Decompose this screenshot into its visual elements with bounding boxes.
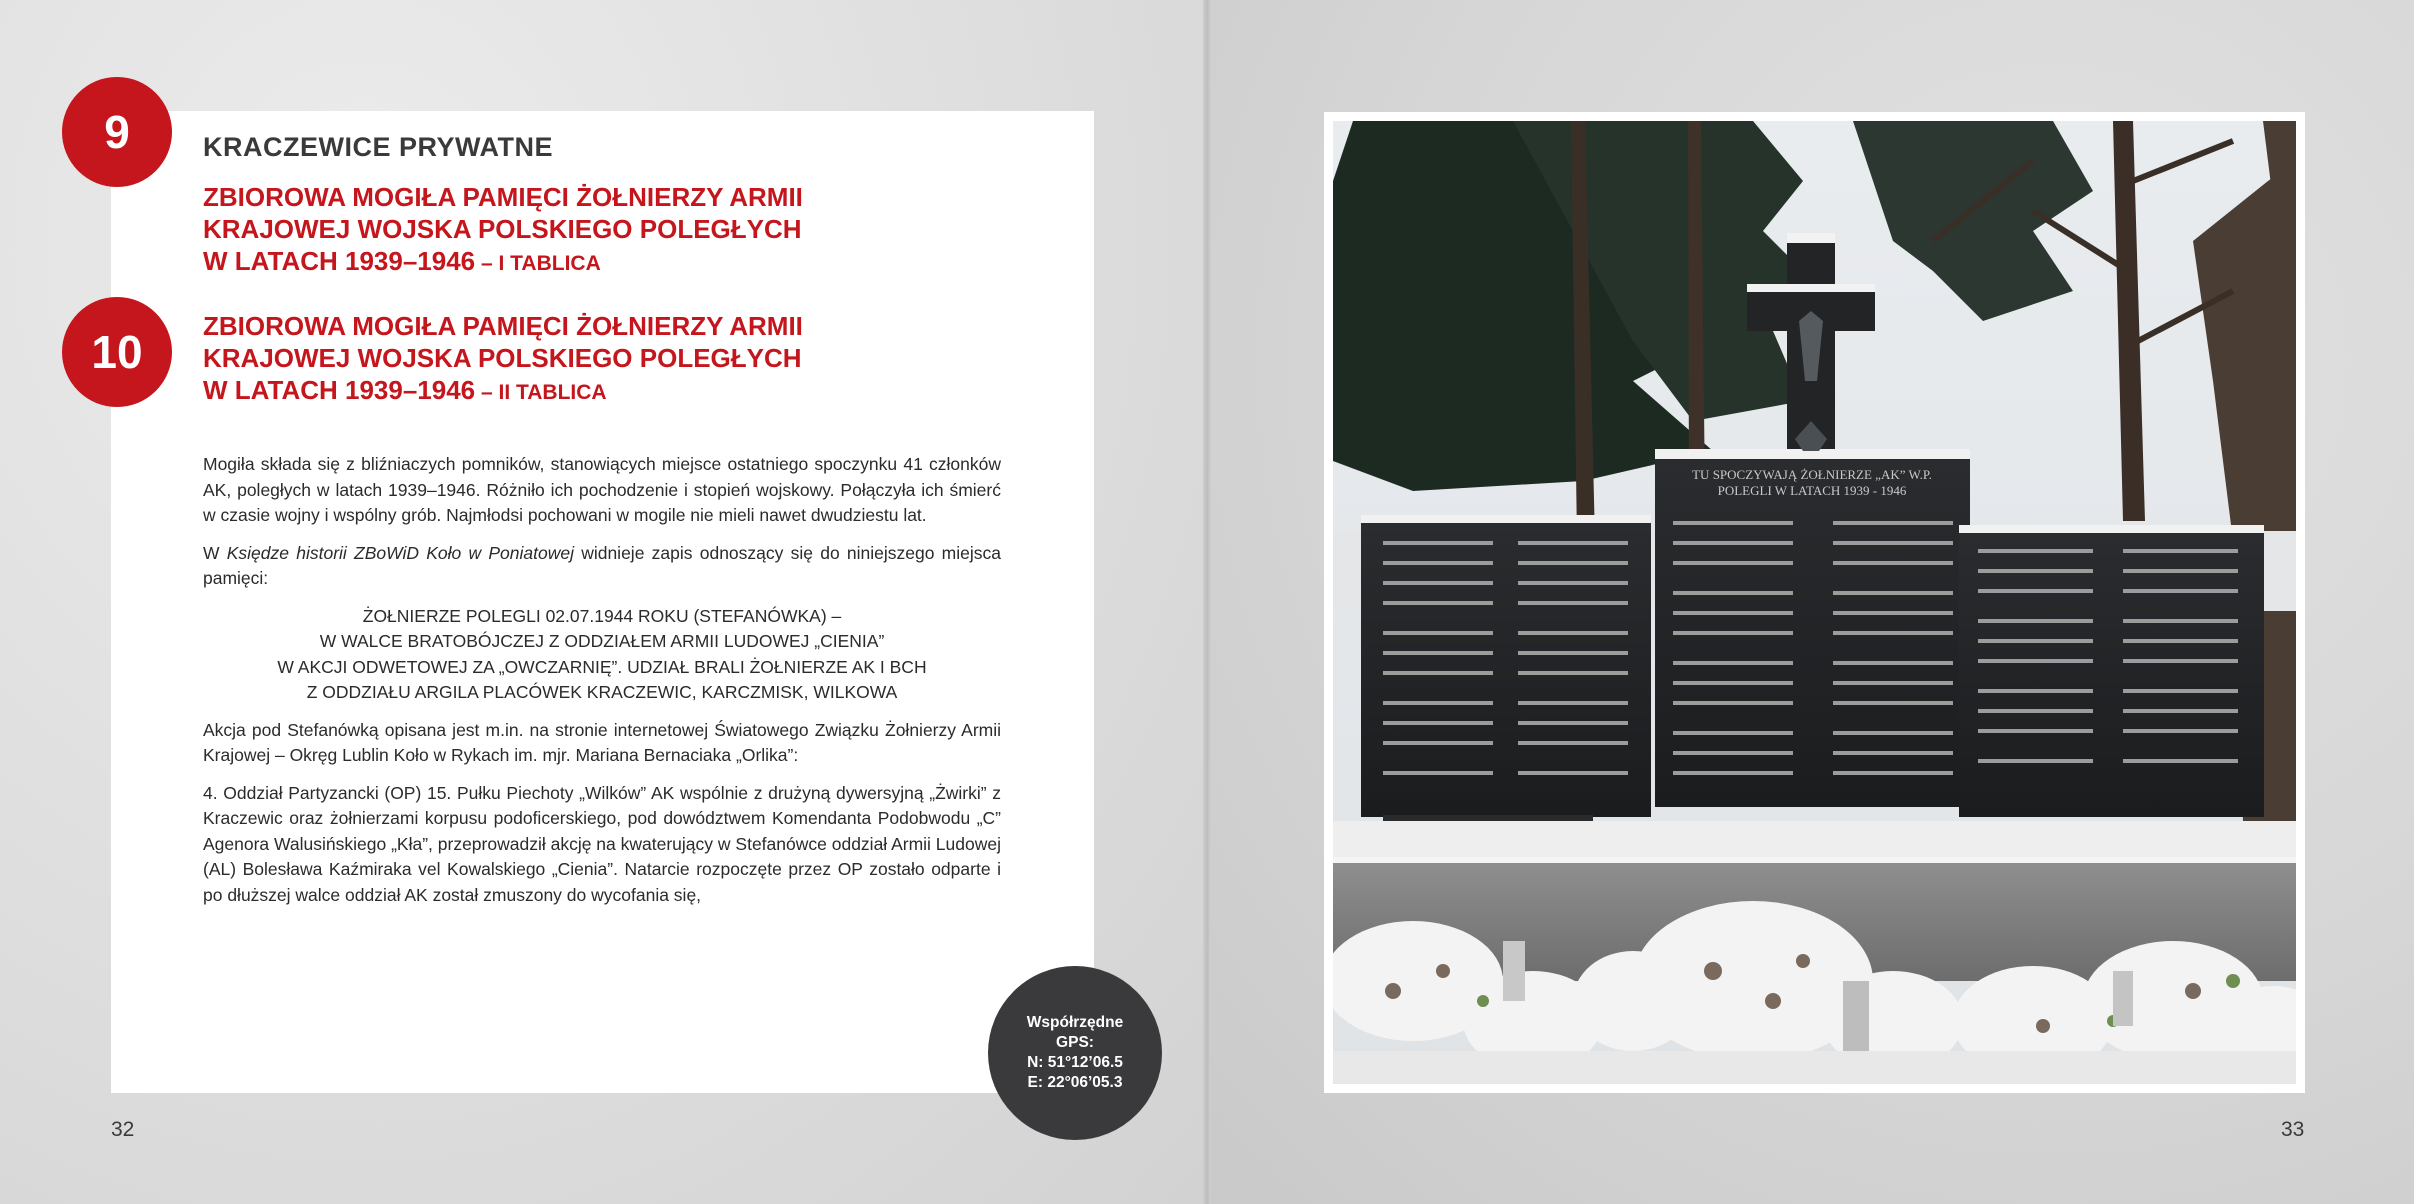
memorial-photo	[1333, 121, 2296, 1084]
book-title: Księdze historii ZBoWiD Koło w Poniatowej	[226, 542, 574, 563]
memorial-photo-illustration	[1333, 121, 2296, 1084]
gps-label: GPS:	[1056, 1034, 1094, 1051]
quote-block	[203, 604, 1001, 706]
gps-east: E: 22°06’05.3	[1027, 1074, 1123, 1091]
quote-line: W WALCE BRATOBÓJCZEJ Z ODDZIAŁEM ARMII LUDOWEJ „CIENIA”	[319, 631, 885, 651]
quote-line: W AKCJI ODWETOWEJ ZA „OWCZARNIĘ”. UDZIAŁ BRALI ŻOŁNIERZE AK I BCH	[277, 656, 927, 677]
entry-10-title-line: ZBIOROWA MOGIŁA PAMIĘCI ŻOŁNIERZY ARMII	[203, 311, 803, 341]
entry-9-title-line-last	[203, 245, 963, 280]
entry-9-title-line: ZBIOROWA MOGIŁA PAMIĘCI ŻOŁNIERZY ARMII	[203, 182, 803, 212]
paragraph-2-suffix: widnieje zapis odnoszący się do niniejszego miejsca pamięci:	[203, 542, 1001, 588]
entry-10-title-line: KRAJOWEJ WOJSKA POLSKIEGO POLEGŁYCH	[203, 343, 802, 373]
gps-north: N: 51°12’06.5	[1027, 1054, 1123, 1071]
entry-10-title	[203, 310, 963, 409]
entry-number-badge-10: 10	[62, 297, 172, 407]
gps-label: Współrzędne	[1026, 1014, 1124, 1031]
page-number-right: 33	[2281, 1118, 2305, 1141]
entry-9-title-suffix: – I TABLICA	[475, 252, 601, 275]
paragraph-1: Mogiła składa się z bliźniaczych pomników, stanowiących miejsce ostatniego spoczynku 41 członków AK, poległych w latach 1939–1946. Różniło ich pochodzenie i stopień wojskowy. Połączyła ich śmierć w czasie wojny i wspólny grób. Najmłodsi pochowani w mogile nie mieli nawet dwudziestu lat.	[203, 454, 1001, 525]
entry-9-title-years: W LATACH 1939–1946	[203, 246, 476, 276]
entry-10-title-suffix: – II TABLICA	[475, 381, 607, 404]
paragraph-2-prefix: W	[203, 542, 227, 563]
center-plaque-header: TU SPOCZYWAJĄ ŻOŁNIERZE „AK” W.P.	[1692, 467, 1932, 482]
entry-10-title-years: W LATACH 1939–1946	[203, 375, 476, 405]
gps-coordinates-badge	[988, 966, 1162, 1140]
paragraph-2	[203, 541, 1001, 592]
quote-line: ŻOŁNIERZE POLEGLI 02.07.1944 ROKU (STEFANÓWKA) –	[362, 605, 842, 626]
paragraph-4: 4. Oddział Partyzancki (OP) 15. Pułku Piechoty „Wilków” AK wspólnie z drużyną dywersyjną „Żwirki” z Kraczewic oraz żołnierzami korpusu podoficerskiego, pod dowództwem Komendanta Podobwodu „C” Agenora Walusińskiego „Kła”, przeprowadził akcję na kwaterujący w Stefanówce oddział Armii Ludowej (AL) Bolesława Kaźmiraka vel Kowalskiego „Cienia”. Natarcie rozpoczęte przez OP zostało odparte i po dłuższej walce oddział AK został zmuszony do wycofania się,	[203, 782, 1001, 905]
body-text	[203, 452, 1001, 920]
entry-number-badge-9: 9	[62, 77, 172, 187]
paragraph-3: Akcja pod Stefanówką opisana jest m.in. na stronie internetowej Światowego Związku Żołnierzy Armii Krajowej – Okręg Lublin Koło w Rykach im. mjr. Mariana Bernaciaka „Orlika”:	[203, 719, 1001, 765]
entry-9-title-line: KRAJOWEJ WOJSKA POLSKIEGO POLEGŁYCH	[203, 214, 802, 244]
entry-10-title-line-last	[203, 374, 963, 409]
quote-line: Z ODDZIAŁU ARGILA PLACÓWEK KRACZEWIC, KARCZMISK, WILKOWA	[306, 682, 898, 702]
book-spine	[1203, 0, 1211, 1204]
page-number-left: 32	[111, 1118, 135, 1141]
place-name: KRACZEWICE PRYWATNE	[203, 132, 553, 162]
entry-9-title	[203, 181, 963, 280]
center-plaque-header: POLEGLI W LATACH 1939 - 1946	[1717, 483, 1907, 498]
